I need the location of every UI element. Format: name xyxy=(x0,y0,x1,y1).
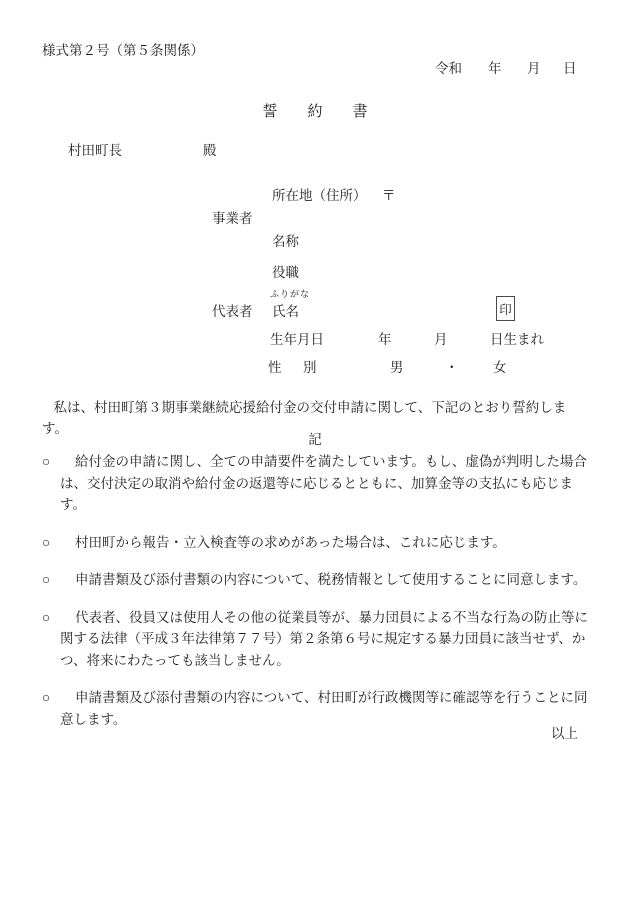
pledge-item xyxy=(42,532,592,554)
circle-bullet-icon: ○ xyxy=(42,534,51,550)
birthdate-year-label: 年 xyxy=(378,332,392,347)
furigana-label: ふりがな xyxy=(270,289,311,299)
person-name-label: 氏名 xyxy=(272,304,299,319)
day-label: 日 xyxy=(563,61,577,76)
circle-bullet-icon: ○ xyxy=(42,454,51,469)
document-title: 誓 約 書 xyxy=(262,104,368,120)
pledge-item xyxy=(42,451,592,516)
pledge-item xyxy=(42,607,592,672)
pledge-item-line: 給付金の申請に関し、全ての申請要件を満たしています。もし、虚偽が判明した場合 xyxy=(75,454,587,469)
year-label: 年 xyxy=(488,61,502,76)
business-operator-label: 事業者 xyxy=(212,211,253,226)
pledge-item-line: は、交付決定の取消や給付金の返還等に応じるとともに、加算金等の支払にも応じます。 xyxy=(60,475,573,512)
gender-separator-dot: ・ xyxy=(445,360,459,375)
circle-bullet-icon: ○ xyxy=(42,572,51,587)
pledge-item-line: つ、将来にわたっても該当しません。 xyxy=(60,652,290,668)
closing-label: 以上 xyxy=(551,726,578,741)
pledge-intro-paragraph: 私は、村田町第３期事業継続応援給付金の交付申請に関して、下記のとおり誓約します。 xyxy=(42,400,567,436)
month-label: 月 xyxy=(527,61,541,76)
pledge-item-line: 村田町から報告・立入検査等の求めがあった場合は、これに応じます。 xyxy=(75,534,506,550)
birthdate-label: 生年月日 xyxy=(270,332,324,347)
addressee-honorific: 殿 xyxy=(203,143,217,158)
addressee-name: 村田町長 xyxy=(68,143,122,158)
form-number: 様式第２号（第５条関係） xyxy=(42,43,204,58)
gender-option-male: 男 xyxy=(390,360,404,375)
pledge-items-list xyxy=(42,451,592,746)
list-header: 記 xyxy=(308,432,322,447)
seal-mark-label: 印 xyxy=(499,302,512,317)
pledge-item-line: 申請書類及び添付書類の内容について、税務情報として使用することに同意します。 xyxy=(75,572,587,587)
pledge-item xyxy=(42,687,592,730)
pledge-item-line: 申請書類及び添付書類の内容について、村田町が行政機関等に確認等を行うことに同 xyxy=(75,690,588,705)
pledge-item-line: 関する法律（平成３年法律第７７号）第２条第６号に規定する暴力団員に該当せず、か xyxy=(60,631,586,646)
birthdate-day-suffix: 日生まれ xyxy=(490,332,544,347)
pledge-item-line: 意します。 xyxy=(60,711,127,727)
postal-mark-icon: 〒 xyxy=(382,188,396,203)
representative-label: 代表者 xyxy=(212,304,253,319)
seal-box xyxy=(496,296,515,321)
company-name-label: 名称 xyxy=(272,234,299,249)
gender-label-sei: 性 xyxy=(268,360,282,375)
circle-bullet-icon: ○ xyxy=(42,690,51,705)
circle-bullet-icon: ○ xyxy=(42,609,51,625)
gender-label-betsu: 別 xyxy=(303,360,317,375)
address-label: 所在地（住所） xyxy=(272,188,367,203)
position-title-label: 役職 xyxy=(272,265,299,280)
gender-option-female: 女 xyxy=(493,360,507,375)
era-label: 令和 xyxy=(435,61,462,76)
pledge-item-line: 代表者、役員又は使用人その他の従業員等が、暴力団員による不当な行為の防止等に xyxy=(75,609,588,625)
birthdate-month-label: 月 xyxy=(434,332,448,347)
pledge-item xyxy=(42,569,592,591)
